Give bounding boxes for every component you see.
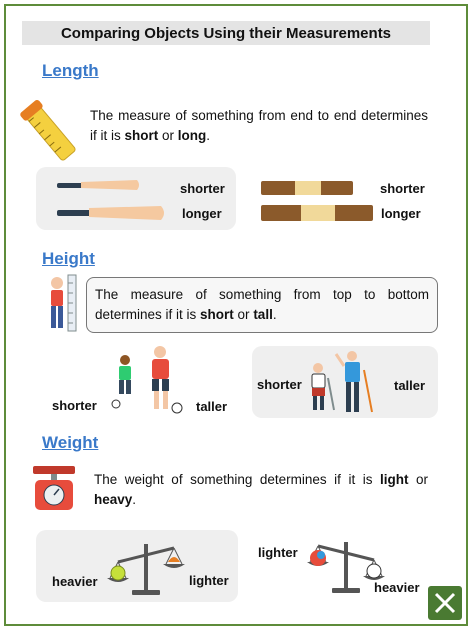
- longer-rod-label: longer: [381, 206, 421, 221]
- long-rod-icon: [261, 205, 373, 221]
- taller-player-label: taller: [196, 399, 228, 414]
- page-title-text: Comparing Objects Using their Measurements: [60, 24, 392, 42]
- balance-scale-icon: [104, 540, 188, 600]
- tape-measure-icon: [24, 96, 80, 158]
- weight-heading: Weight: [42, 433, 99, 452]
- long-bat-icon: [57, 206, 167, 220]
- length-description: The measure of something from end to end determines if it is short or long.: [90, 108, 428, 143]
- lighter-label-2: lighter: [258, 545, 298, 560]
- short-rod-icon: [261, 181, 353, 195]
- page-title: [22, 21, 430, 45]
- soccer-players-icon: [110, 346, 190, 418]
- lighter-label: lighter: [189, 573, 229, 588]
- tools-icon: [433, 591, 457, 615]
- length-heading: Length: [42, 61, 99, 80]
- height-heading: Height: [42, 249, 95, 268]
- kitchen-scale-icon: [31, 464, 77, 512]
- height-description: The measure of something from top to bottom determines if it is short or tall.: [95, 287, 429, 322]
- shorter-label: shorter: [180, 181, 225, 196]
- longer-label: longer: [182, 206, 222, 221]
- shorter-player-label: shorter: [52, 398, 97, 413]
- child-height-chart-icon: [46, 275, 78, 331]
- taller-hockey-label: taller: [394, 378, 426, 393]
- shorter-hockey-label: shorter: [257, 377, 302, 392]
- short-bat-icon: [57, 180, 141, 192]
- publisher-logo: [428, 586, 462, 620]
- heavier-label: heavier: [52, 574, 98, 589]
- hockey-players-icon: [306, 350, 376, 416]
- shorter-rod-label: shorter: [380, 181, 425, 196]
- weight-description: The weight of something determines if it is light or heavy.: [94, 472, 428, 507]
- heavier-label-2: heavier: [374, 580, 420, 595]
